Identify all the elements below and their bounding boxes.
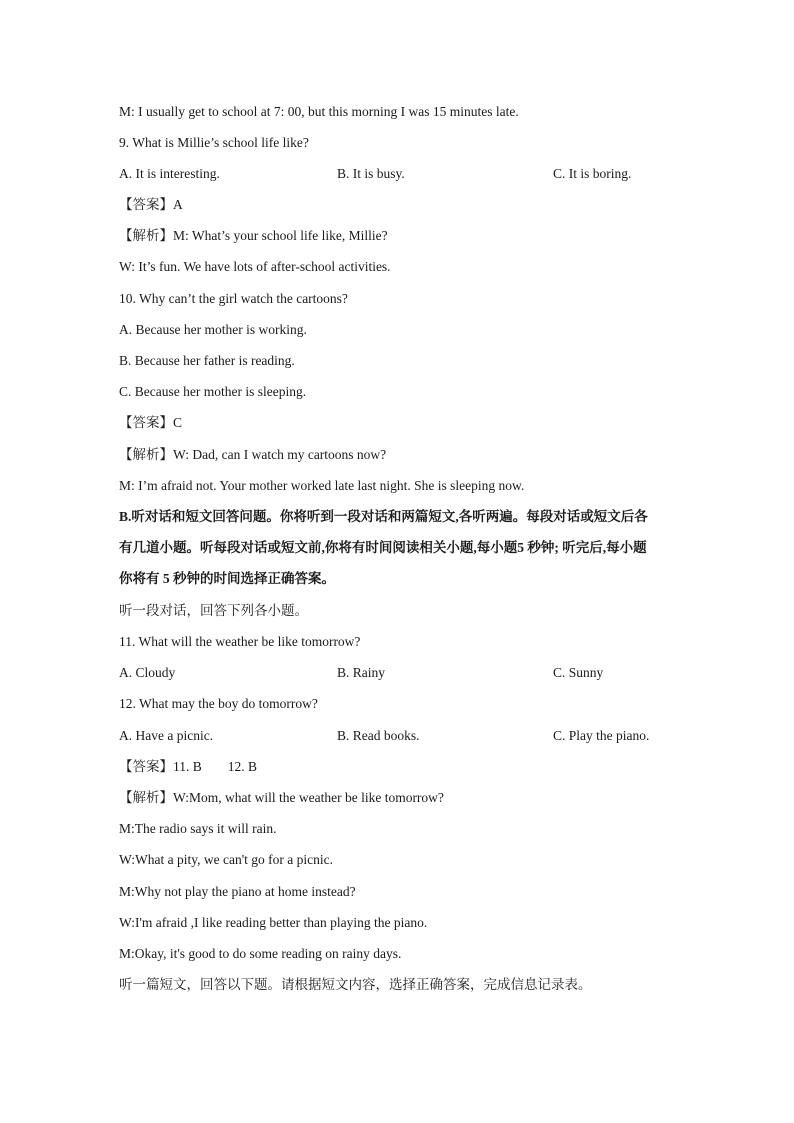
option-12a: A. Have a picnic. <box>119 728 214 743</box>
answer-12: 12. B <box>227 759 258 774</box>
dialogue-line: W: It’s fun. We have lots of after-school activities. <box>119 259 391 274</box>
option-11b: B. Rainy <box>337 665 386 680</box>
answer-10: 【答案】C <box>119 415 183 430</box>
option-10b: B. Because her father is reading. <box>119 353 295 368</box>
section-b-instruction: 有几道小题。听每段对话或短文前,你将有时间阅读相关小题,每小题5 秒钟; 听完后,每小题 <box>119 540 647 555</box>
answer-11-12 <box>119 758 257 776</box>
dialogue-line: M:Okay, it's good to do some reading on rainy days. <box>119 946 402 961</box>
option-9a: A. It is interesting. <box>119 166 220 181</box>
question-12: 12. What may the boy do tomorrow? <box>119 696 318 711</box>
option-11c: C. Sunny <box>553 665 604 680</box>
option-12c: C. Play the piano. <box>553 728 650 743</box>
dialogue-line: M: I usually get to school at 7: 00, but this morning I was 15 minutes late. <box>119 104 519 119</box>
option-10a: A. Because her mother is working. <box>119 322 307 337</box>
dialogue-line: W:I'm afraid ,I like reading better than playing the piano. <box>119 915 428 930</box>
dialogue-line: M: I’m afraid not. Your mother worked late last night. She is sleeping now. <box>119 478 525 493</box>
explanation-9: 【解析】M: What’s your school life like, Millie? <box>119 228 388 243</box>
section-intro: 听一段对话，回答下列各小题。 <box>119 603 308 618</box>
option-9c: C. It is boring. <box>553 166 632 181</box>
option-9b: B. It is busy. <box>337 166 405 181</box>
dialogue-line: M:Why not play the piano at home instead? <box>119 884 356 899</box>
explanation-10: 【解析】W: Dad, can I watch my cartoons now? <box>119 447 387 462</box>
section-b-instruction: 你将有 5 秒钟的时间选择正确答案。 <box>119 571 335 586</box>
explanation-11-12: 【解析】W:Mom, what will the weather be like tomorrow? <box>119 790 444 805</box>
option-11a: A. Cloudy <box>119 665 176 680</box>
section-intro: 听一篇短文，回答以下题。请根据短文内容，选择正确答案，完成信息记录表。 <box>119 977 592 992</box>
answer-11: 【答案】11. B <box>119 759 202 774</box>
question-11: 11. What will the weather be like tomorrow? <box>119 634 361 649</box>
question-9: 9. What is Millie’s school life like? <box>119 135 309 150</box>
question-10: 10. Why can’t the girl watch the cartoons? <box>119 291 348 306</box>
dialogue-line: M:The radio says it will rain. <box>119 821 277 836</box>
section-b-instruction: B.听对话和短文回答问题。你将听到一段对话和两篇短文,各听两遍。每段对话或短文后各 <box>119 509 648 524</box>
option-12b: B. Read books. <box>337 728 420 743</box>
option-10c: C. Because her mother is sleeping. <box>119 384 307 399</box>
answer-9: 【答案】A <box>119 197 183 212</box>
dialogue-line: W:What a pity, we can't go for a picnic. <box>119 852 333 867</box>
